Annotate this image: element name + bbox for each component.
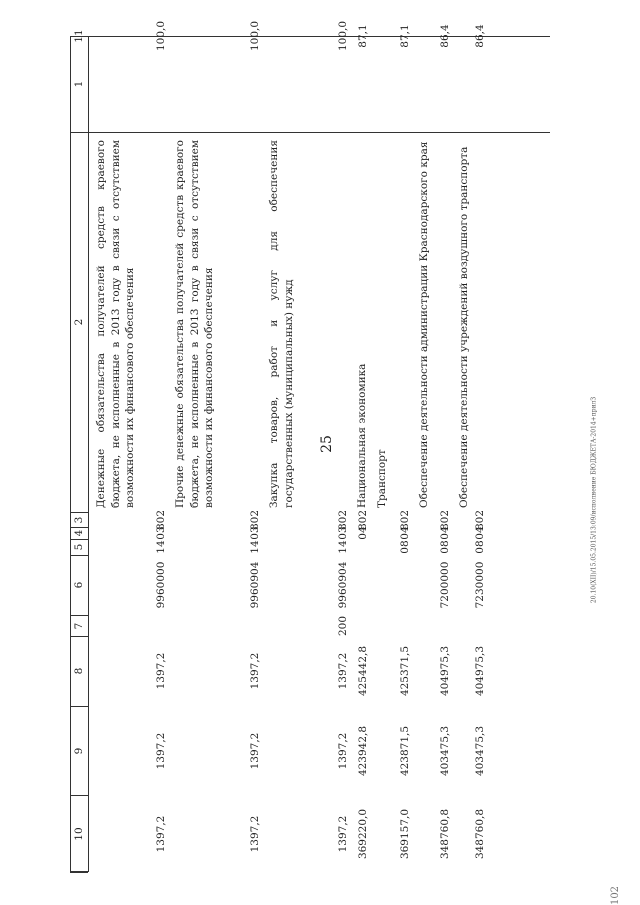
corner-mark: 102 [610, 885, 622, 905]
column-number: 9 [73, 747, 85, 754]
cell-c8: 404975,3 [439, 645, 451, 697]
cell-csr: 9960904 [249, 561, 261, 609]
cell-c9: 1397,2 [337, 732, 349, 769]
cell-c9: 403475,3 [474, 725, 486, 776]
column-number: 5 [73, 543, 85, 551]
cell-c8: 1397,2 [337, 652, 349, 690]
column-number: 1 [73, 80, 85, 88]
cell-pr: 08 [474, 540, 486, 554]
row-name: Обеспечение деятельности администрации Краснодарского края [418, 141, 430, 508]
cell-csr: 7200000 [439, 561, 451, 609]
cell-c9: 1397,2 [155, 732, 167, 769]
cell-csr: 7230000 [474, 561, 486, 609]
cell-adm: 802 [337, 509, 349, 530]
cell-c10: 348760,8 [439, 808, 451, 859]
column-number: 2 [73, 318, 85, 326]
column-divider [70, 872, 88, 873]
cell-c11: 87,1 [399, 24, 411, 48]
cell-c11: 100,0 [155, 20, 167, 52]
cell-rz: 03 [249, 526, 261, 540]
row-name: Прочие денежные обязательства получателей средств краевого бюджета, не исполненные в 2013 году в связи с отсутствием возможности их финансового обеспечения [174, 140, 216, 508]
cell-c11: 100,0 [249, 20, 261, 52]
cell-vr: 200 [337, 615, 349, 636]
cell-c11: 87,1 [357, 24, 369, 48]
column-divider [70, 539, 88, 540]
row-name: Транспорт [376, 449, 388, 508]
cell-c9: 423871,5 [399, 725, 411, 776]
cell-pr: 08 [439, 540, 451, 554]
cell-c10: 1397,2 [155, 815, 167, 852]
cell-rz: 04 [357, 526, 369, 540]
cell-adm: 802 [357, 509, 369, 530]
column-number: 7 [73, 622, 85, 629]
cell-c8: 425442,8 [357, 645, 369, 697]
column-divider [70, 527, 88, 528]
table-border-left [70, 36, 71, 872]
cell-c10: 369220,0 [357, 808, 369, 859]
column-number: 8 [73, 667, 85, 675]
header-border [88, 36, 89, 872]
cell-adm: 802 [474, 509, 486, 530]
cell-rz: 03 [337, 526, 349, 540]
cell-c10: 1397,2 [337, 815, 349, 852]
cell-c9: 403475,3 [439, 725, 451, 776]
cell-rz: 04 [439, 526, 451, 540]
row-name: Обеспечение деятельности учреждений воздушного транспорта [458, 146, 470, 508]
cell-csr: 9960904 [337, 561, 349, 609]
cell-pr: 14 [337, 540, 349, 554]
column-divider [70, 706, 88, 707]
cell-c10: 348760,8 [474, 808, 486, 859]
cell-c11: 86,4 [439, 24, 451, 48]
cell-adm: 802 [439, 509, 451, 530]
column-number: 11 [73, 29, 85, 43]
cell-c11: 100,0 [337, 20, 349, 52]
cell-c9: 1397,2 [249, 732, 261, 769]
cell-c10: 1397,2 [249, 815, 261, 852]
cell-c8: 425371,5 [399, 645, 411, 697]
budget-table [70, 20, 550, 872]
column-divider [70, 555, 88, 556]
cell-rz: 03 [155, 526, 167, 540]
cell-adm: 802 [155, 509, 167, 530]
row-name: Национальная экономика [356, 363, 368, 508]
cell-rz: 04 [399, 526, 411, 540]
cell-pr: 08 [399, 540, 411, 554]
row-name: Денежные обязательства получателей средств краевого бюджета, не исполненные в 2013 году в связи с отсутствием возможности их финансового обеспечения [95, 140, 137, 508]
column-number: 3 [73, 516, 85, 523]
name-column-divider [70, 132, 550, 133]
column-number: 4 [73, 529, 85, 537]
footer-note: 20.10(XII)/15.05.2015/13:09/исполнение БЮДЖЕТА-2014+прилЗ [590, 396, 598, 604]
cell-c9: 423942,8 [357, 725, 369, 776]
cell-c8: 1397,2 [249, 652, 261, 690]
page-number: 25 [318, 435, 335, 453]
cell-csr: 9960000 [155, 561, 167, 609]
cell-c8: 1397,2 [155, 652, 167, 690]
cell-c8: 404975,3 [474, 645, 486, 697]
cell-rz: 04 [474, 526, 486, 540]
cell-pr: 14 [249, 540, 261, 554]
column-divider [70, 512, 88, 513]
column-number: 10 [73, 826, 85, 841]
column-divider [70, 615, 88, 616]
cell-c10: 369157,0 [399, 808, 411, 859]
column-divider [70, 795, 88, 796]
cell-c11: 86,4 [474, 24, 486, 48]
column-divider [70, 636, 88, 637]
row-name: Закупка товаров, работ и услуг для обеспечения государственных (муниципальных) нужд [268, 140, 295, 508]
column-number: 6 [73, 581, 85, 589]
cell-adm: 802 [249, 509, 261, 530]
cell-adm: 802 [399, 509, 411, 530]
cell-pr: 14 [155, 540, 167, 554]
